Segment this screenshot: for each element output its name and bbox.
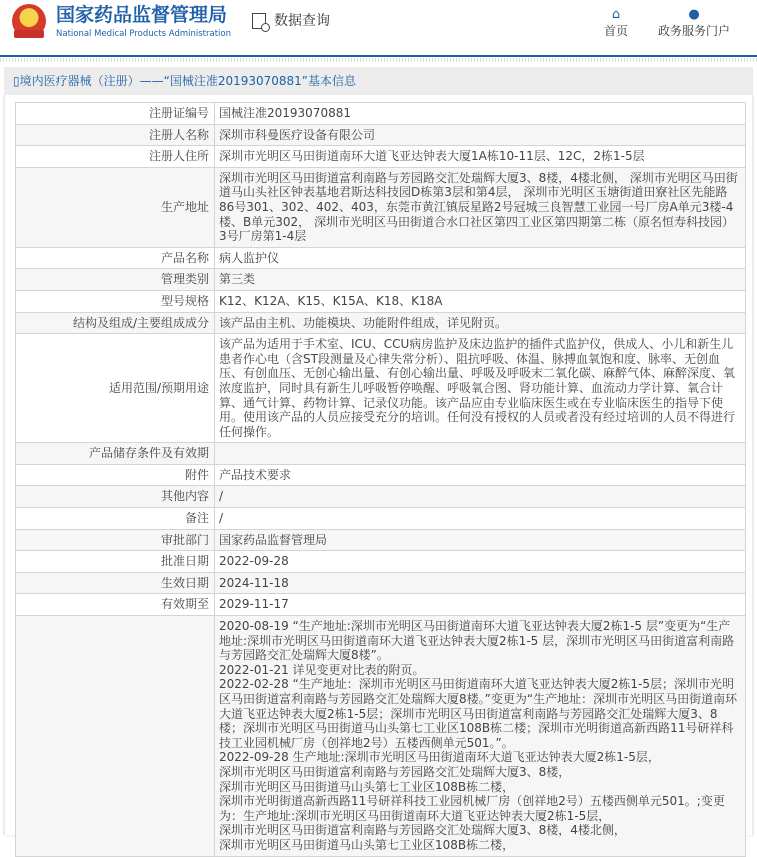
field-label: 生产地址 [16,167,215,247]
table-row [16,486,746,508]
field-value: 2022-09-28 [215,551,746,573]
divider [0,58,757,62]
field-label: 附件 [16,464,215,486]
field-label: 型号规格 [16,290,215,312]
field-label: 产品名称 [16,247,215,269]
home-icon: ⌂ [611,7,621,22]
field-value: 深圳市光明区马田街道南环大道飞亚达钟表大厦1A栋10-11层、12C，2栋1-5层 [215,146,746,168]
field-label: 注册证编号 [16,103,215,125]
field-value: 产品技术要求 [215,464,746,486]
field-value: 国家药品监督管理局 [215,529,746,551]
org-name-cn[interactable]: 国家药品监督管理局 [56,4,228,26]
table-row [16,124,746,146]
field-label: 审批部门 [16,529,215,551]
change-entry: 深圳市光明街道高新西路11号研祥科技工业园机械厂房（创祥地2号）五楼西侧单元501。;变更为：生产地址:深圳市光明区马田街道南环大道飞亚达钟表大厦2栋1-5层， [219,794,725,823]
field-value [215,443,746,465]
field-label: 生效日期 [16,572,215,594]
change-entry: 2022-01-21 详见变更对比表的附页。 [219,662,425,677]
site-header [0,0,757,57]
table-row [16,443,746,465]
document-icon: ▯ [13,74,20,88]
field-value: 国械注准20193070881 [215,103,746,125]
org-name-en: National Medical Products Administration [56,29,231,39]
table-row [16,572,746,594]
field-label: 注册人名称 [16,124,215,146]
breadcrumb-text: 境内医疗器械（注册）——“国械注准20193070881”基本信息 [19,74,357,88]
field-value: 2024-11-18 [215,572,746,594]
table-row [16,334,746,443]
table-row [16,269,746,291]
table-row [16,290,746,312]
device-info-table [15,102,746,857]
field-value: 深圳市光明区马田街道富利南路与芳园路交汇处瑞辉大厦3、8楼，4楼北侧， 深圳市光明区马田街道马山头社区钟表基地君斯达科技园D栋第3层和第4层， 深圳市光明区玉塘街道田寮社区先能路86号301、302、402、403，东莞市黄江镇辰星路2号冠城三良智慧工业园一号厂房A单元3楼-4楼、B单元302， 深圳市光明区马田街道合水口社区第四工业区第四期第二栋（原名恒寿科技园）3号厂房第1-4层 [215,167,746,247]
document-search-icon [252,13,266,29]
change-history [215,616,746,857]
change-entry: 2022-09-28 生产地址:深圳市光明区马田街道南环大道飞亚达钟表大厦2栋1-5层， [219,750,660,765]
data-query-label: 数据查询 [274,13,330,29]
change-entry: 深圳市光明区马田街道马山头第七工业区108B栋二楼， [219,837,515,852]
national-emblem-base [14,30,44,38]
field-value: / [215,486,746,508]
data-query-title [252,12,330,30]
table-row [16,508,746,530]
table-row [16,551,746,573]
nav-portal-label: 政务服务门户 [658,24,731,38]
field-label: 批准日期 [16,551,215,573]
user-icon: ● [688,7,700,22]
change-entry: 深圳市光明区马田街道富利南路与芳园路交汇处瑞辉大厦3、8楼，4楼北侧， [219,823,626,838]
table-row-changes [16,616,746,857]
field-label: 结构及组成/主要组成成分 [16,312,215,334]
field-value: 2029-11-17 [215,594,746,616]
change-entry: 2022-02-28 “生产地址：深圳市光明区马田街道南环大道飞亚达钟表大厦2栋1-5层；深圳市光明区马田街道富利南路与芳园路交汇处瑞辉大厦8楼。”变更为“生产地址：深圳市光明区马田街道南环大道飞亚达钟表大厦2栋1-5层；深圳市光明区马田街道富利南路与芳园路交汇处瑞辉大厦3、8楼；深圳市光明区马田街道马山头第七工业区108B栋二楼；深圳市光明街道高新西路11号研祥科技工业园机械厂房（创祥地2号）五楼西侧单元501。”。 [219,677,738,750]
field-label: 有效期至 [16,594,215,616]
field-value: 第三类 [215,269,746,291]
field-label: 产品储存条件及有效期 [16,443,215,465]
change-entry: 深圳市光明区马田街道马山头第七工业区108B栋二楼， [219,779,515,794]
table-row [16,594,746,616]
field-value: K12、K12A、K15、K15A、K18、K18A [215,290,746,312]
nav-home-label: 首页 [604,24,629,38]
field-label: 其他内容 [16,486,215,508]
nav-service-portal[interactable] [658,6,730,39]
field-value: 该产品由主机、功能模块、功能附件组成，详见附页。 [215,312,746,334]
change-entry: 深圳市光明区马田街道富利南路与芳园路交汇处瑞辉大厦3、8楼， [219,764,571,779]
table-row [16,312,746,334]
table-row [16,146,746,168]
field-value: 该产品为适用于手术室、ICU、CCU病房监护及床边监护的插件式监护仪，供成人、小儿和新生儿患者作心电（含ST段测量及心律失常分析）、阻抗呼吸、体温、脉搏血氧饱和度、脉率、无创血压、有创血压、无创心输出量、有创心输出量、呼吸及呼吸末二氧化碳、麻醉气体、麻醉深度、氧浓度监护，同时具有新生儿呼吸暂停唤醒、呼吸氧合图、肾功能计算、血流动力学计算、氧合计算、通气计算、药物计算、记录仪功能。该产品应由专业临床医生或在专业临床医生的指导下使用。使用该产品的人员应接受充分的培训。任何没有授权的人员或者没有经过培训的人员不得进行任何操作。 [215,334,746,443]
table-row [16,103,746,125]
field-value: 深圳市科曼医疗设备有限公司 [215,124,746,146]
table-row [16,529,746,551]
field-label [16,616,215,857]
field-value: 病人监护仪 [215,247,746,269]
field-label: 管理类别 [16,269,215,291]
field-label: 注册人住所 [16,146,215,168]
breadcrumb [4,67,753,95]
table-row [16,464,746,486]
table-row [16,247,746,269]
table-row [16,167,746,247]
field-label: 适用范围/预期用途 [16,334,215,443]
nav-home[interactable] [604,6,628,39]
field-value: / [215,508,746,530]
field-label: 备注 [16,508,215,530]
change-entry: 2020-08-19 “生产地址:深圳市光明区马田街道南环大道飞亚达钟表大厦2栋1-5 层”变更为“生产地址:深圳市光明区马田街道南环大道飞亚达钟表大厦2栋1-5 层，深圳市光明区马田街道富利南路与芳园路交汇处瑞辉大厦8楼”。 [219,619,735,663]
